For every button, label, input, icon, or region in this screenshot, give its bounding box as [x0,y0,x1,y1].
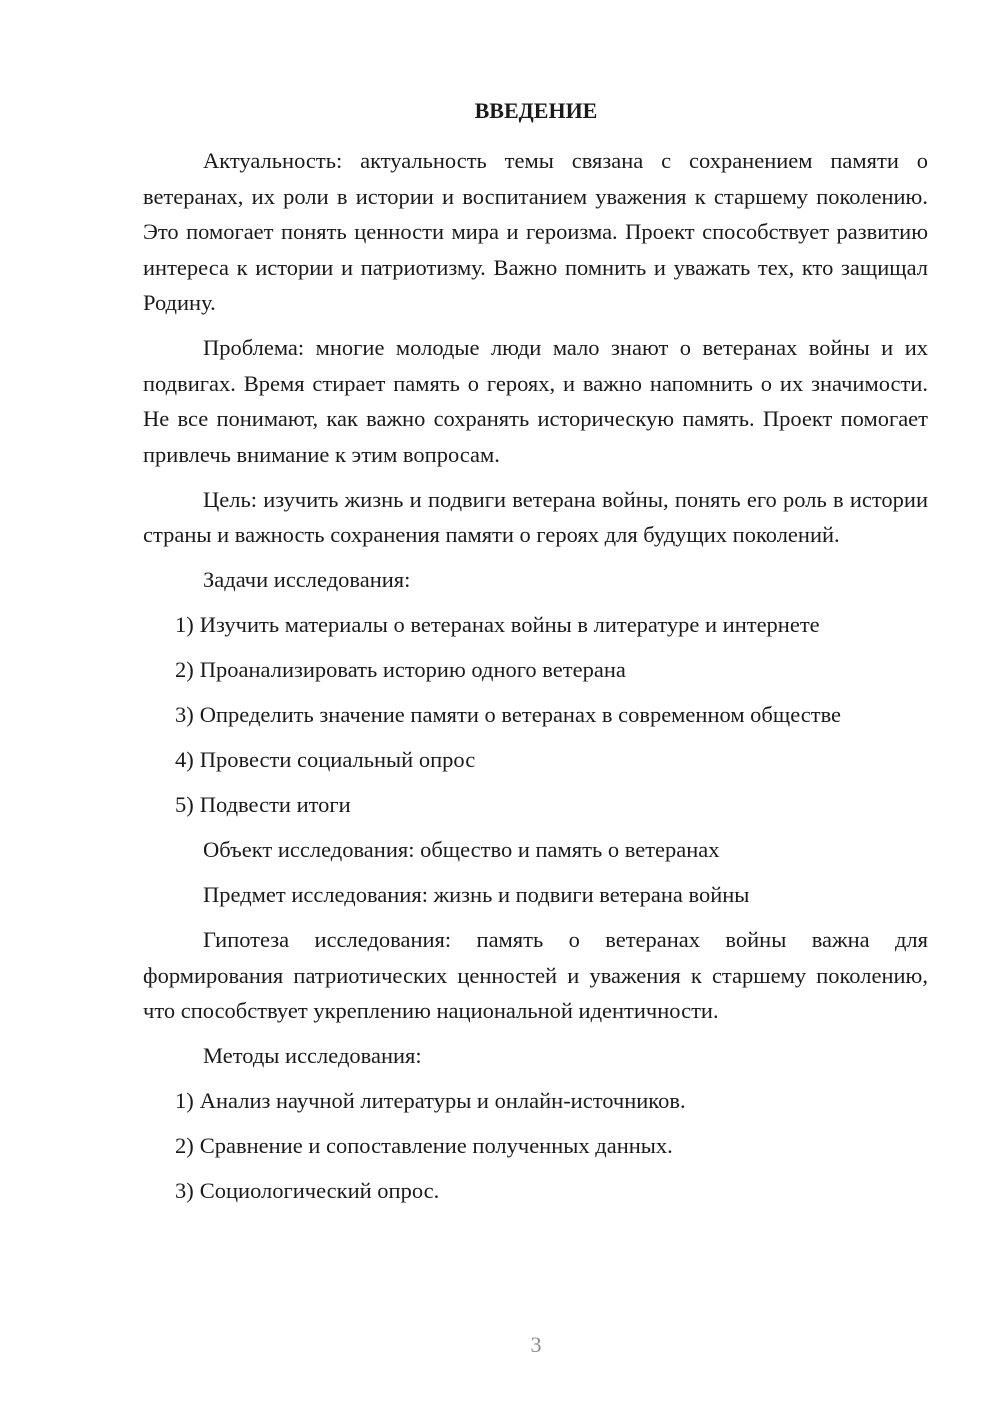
list-item-task-3 [143,697,928,733]
document-body [143,143,928,1218]
list-item-text: Проанализировать историю одного ветерана [199,657,626,682]
list-item-text: Изучить материалы о ветеранах войны в литературе и интернете [199,612,820,637]
section-title: ВВЕДЕНИЕ [474,98,598,123]
list-item-number: 4) [175,747,194,772]
page-number: 3 [530,1332,542,1357]
list-item-method-3 [143,1173,928,1209]
list-item-task-5 [143,787,928,823]
paragraph-hypothesis: Гипотеза исследования: память о ветеранах войны важна для формирования патриотических ценностей и уважения к старшему поколению, что способствует укреплению национальной идентичности. [143,927,928,1023]
list-item-method-2 [143,1128,928,1164]
list-item-task-1 [143,607,928,643]
list-item-text: Анализ научной литературы и онлайн-источников. [199,1088,686,1113]
list-item-number: 1) [175,612,194,637]
list-item-number: 1) [175,1088,194,1113]
list-item-text: Подвести итоги [199,792,351,817]
list-item-task-2 [143,652,928,688]
list-item-text: Определить значение памяти о ветеранах в современном обществе [199,702,842,727]
list-item-text: Провести социальный опрос [199,747,476,772]
list-item-number: 3) [175,702,194,727]
list-item-number: 2) [175,1133,194,1158]
list-item-number: 5) [175,792,194,817]
methods-heading: Методы исследования: [203,1043,422,1068]
list-item-text: Сравнение и сопоставление полученных данных. [199,1133,673,1158]
paragraph-object: Объект исследования: общество и память о ветеранах [203,837,720,862]
paragraph-goal: Цель: изучить жизнь и подвиги ветерана войны, понять его роль в истории страны и важность сохранения памяти о героях для будущих поколений. [143,486,928,547]
list-item-text: Социологический опрос. [199,1178,440,1203]
list-item-number: 3) [175,1178,194,1203]
list-item-method-1 [143,1083,928,1119]
paragraph-subject: Предмет исследования: жизнь и подвиги ветерана войны [203,882,750,907]
paragraph-relevance: Актуальность: актуальность темы связана с сохранением памяти о ветеранах, их роли в истории и воспитанием уважения к старшему поколению. Это помогает понять ценности мира и героизма. Проект способствует развитию интереса к истории и патриотизму. Важно помнить и уважать тех, кто защищал Родину. [143,148,928,315]
list-item-number: 2) [175,657,194,682]
paragraph-problem: Проблема: многие молодые люди мало знают о ветеранах войны и их подвигах. Время стирает память о героях, и важно напомнить о их значимости. Не все понимают, как важно сохранять историческую память. Проект помогает привлечь внимание к этим вопросам. [143,335,928,467]
tasks-heading: Задачи исследования: [203,567,411,592]
list-item-task-4 [143,742,928,778]
